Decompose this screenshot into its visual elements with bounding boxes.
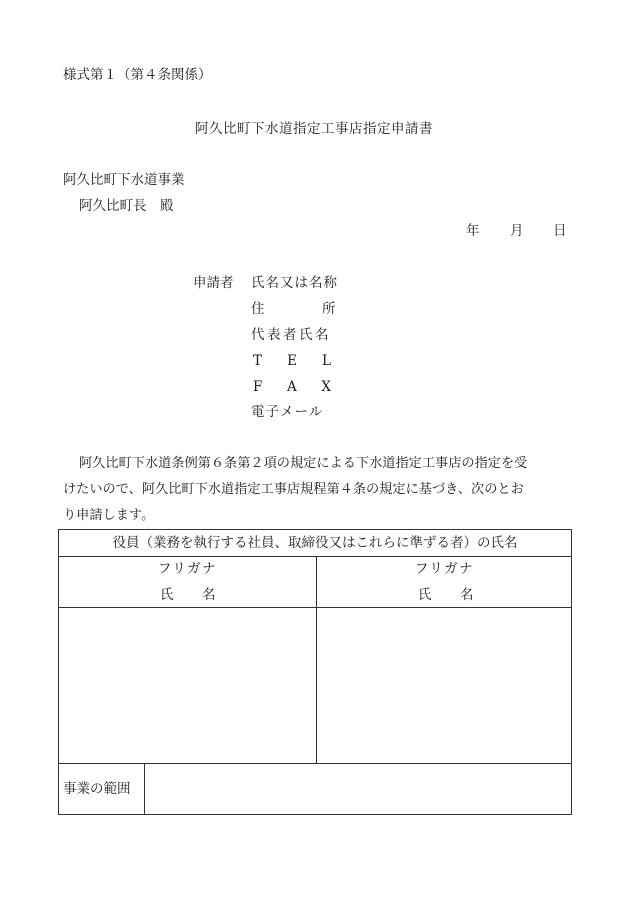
- business-scope-label: 事業の範囲: [63, 781, 131, 797]
- fax-label-letter: A: [287, 379, 297, 395]
- form-number-label: 様式第１（第４条関係）: [63, 67, 212, 83]
- representative-name-label: 代表者氏名: [251, 327, 331, 343]
- email-label: 電子メール: [251, 404, 324, 420]
- body-text-line-2: けたいので、阿久比町下水道指定工事店規程第４条の規定に基づき、次のとお: [63, 482, 524, 497]
- applicant-label: 申請者: [193, 275, 234, 291]
- fax-label-letter: X: [321, 379, 331, 395]
- document-title: 阿久比町下水道指定工事店指定申請書: [195, 121, 433, 137]
- right-name-header-2: 名: [460, 587, 474, 603]
- applicant-address-label-1: 住: [251, 301, 265, 317]
- body-text-line-3: り申請します。: [63, 508, 155, 523]
- left-name-header-1: 氏: [160, 587, 174, 603]
- left-officer-entry-area[interactable]: [59, 608, 316, 762]
- date-year-label: 年: [466, 223, 480, 239]
- right-name-header-1: 氏: [418, 587, 432, 603]
- body-text-line-1: 阿久比町下水道条例第６条第２項の規定による下水道指定工事店の指定を受: [79, 456, 528, 471]
- tel-label-letter: L: [322, 353, 331, 369]
- table-divider: [59, 556, 571, 557]
- business-scope-entry-area[interactable]: [145, 764, 571, 815]
- tel-label-letter: T: [253, 353, 263, 369]
- right-officer-entry-area[interactable]: [317, 608, 572, 762]
- date-day-label: 日: [553, 223, 567, 239]
- table-header: 役員（業務を執行する社員、取締役又はこれらに準ずる者）の氏名: [112, 535, 518, 551]
- tel-label: [253, 353, 331, 369]
- fax-label: [253, 379, 331, 395]
- right-furigana-header: フリガナ: [414, 561, 475, 577]
- date-month-label: 月: [510, 223, 524, 239]
- addressee-person: 阿久比町長 殿: [79, 198, 174, 214]
- officers-table: [58, 529, 572, 815]
- left-name-header-2: 名: [202, 587, 216, 603]
- left-furigana-header: フリガナ: [157, 561, 218, 577]
- applicant-name-field-label: 氏名又は名称: [251, 275, 338, 291]
- fax-label-letter: F: [253, 379, 263, 395]
- applicant-address-label-2: 所: [322, 301, 336, 317]
- addressee-organization: 阿久比町下水道事業: [63, 172, 185, 188]
- tel-label-letter: E: [287, 353, 297, 369]
